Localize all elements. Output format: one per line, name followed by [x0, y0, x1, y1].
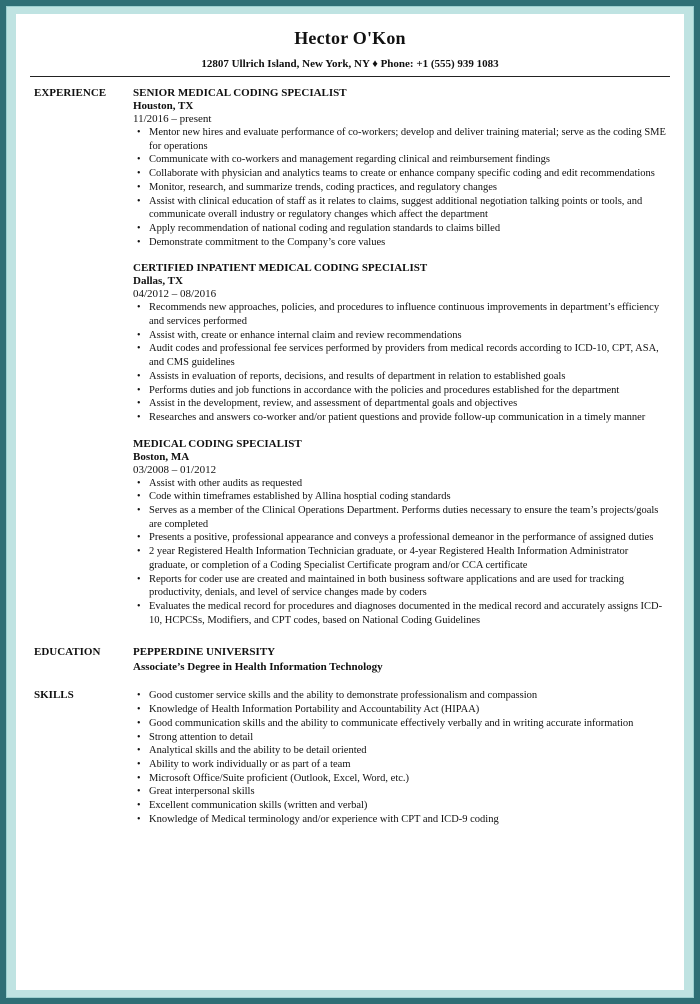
list-item: • Assist with clinical education of staff as it relates to claims, suggest additional negotiation talking points or tools, and communicate overall industry or regulatory changes which affect the department	[133, 195, 668, 222]
list-item: • Analytical skills and the ability to be detail oriented	[133, 744, 668, 758]
job-title: CERTIFIED INPATIENT MEDICAL CODING SPECIALIST	[133, 262, 428, 275]
degree-name: Associate’s Degree in Health Information Technology	[133, 661, 383, 674]
list-item: • Researches and answers co-worker and/or patient questions and provide follow-up communication in a timely manner	[133, 411, 668, 425]
list-item: • Mentor new hires and evaluate performance of co-workers; develop and deliver training material; serve as the coding SME for operations	[133, 126, 668, 153]
experience-section	[16, 87, 684, 640]
education-label: EDUCATION	[34, 646, 101, 659]
list-item: • Excellent communication skills (written and verbal)	[133, 799, 668, 813]
list-item: • Evaluates the medical record for procedures and diagnoses documented in the medical record and accurately assigns ICD-10, HCPCSs, Modifiers, and CPT codes, based on National Coding Guidelines	[133, 600, 668, 627]
list-item: • Serves as a member of the Clinical Operations Department. Performs duties necessary to ensure the team’s projects/goals are completed	[133, 504, 668, 531]
list-item: • Presents a positive, professional appearance and conveys a professional demeanor in the performance of assigned duties	[133, 531, 668, 545]
job-2	[133, 262, 668, 424]
skills-section	[16, 689, 684, 826]
list-item: • Ability to work individually or as part of a team	[133, 758, 668, 772]
list-item: • 2 year Registered Health Information Technician graduate, or 4-year Registered Health Information Administrator graduate, or completion of a Coding Specialist Certificate program and/or CCA certificate	[133, 545, 668, 572]
job-dates: 04/2012 – 08/2016	[133, 288, 217, 301]
list-item: • Assist with other audits as requested	[133, 477, 668, 491]
job-location: Houston, TX	[133, 100, 194, 112]
list-item: • Strong attention to detail	[133, 731, 668, 745]
education-body	[133, 646, 668, 674]
job-dates: 03/2008 – 01/2012	[133, 463, 217, 476]
job-1	[133, 87, 668, 249]
list-item: • Apply recommendation of national coding and regulation standards to claims billed	[133, 222, 668, 236]
list-item: • Communicate with co-workers and management regarding clinical and reimbursement findings	[133, 153, 668, 167]
list-item: • Code within timeframes established by Allina hosptial coding standards	[133, 490, 668, 504]
contact-line: 12807 Ullrich Island, New York, NY ♦ Phone: +1 (555) 939 1083	[201, 58, 499, 70]
skills-label: SKILLS	[34, 689, 74, 702]
list-item: • Good communication skills and the ability to communicate effectively verbally and in writing accurate information	[133, 717, 668, 731]
list-item: • Reports for coder use are created and maintained in both business software applications and are used for tracking productivity, denials, and level of service changes made by coders	[133, 573, 668, 600]
list-item: • Knowledge of Health Information Portability and Accountability Act (HIPAA)	[133, 703, 668, 717]
list-item: • Great interpersonal skills	[133, 785, 668, 799]
job-bullets	[133, 126, 668, 249]
list-item: • Recommends new approaches, policies, and procedures to influence continuous improvements in department’s efficiency and services performed	[133, 301, 668, 328]
school-name: PEPPERDINE UNIVERSITY	[133, 646, 276, 659]
job-title: SENIOR MEDICAL CODING SPECIALIST	[133, 87, 347, 99]
list-item: • Monitor, research, and summarize trends, coding practices, and regulatory changes	[133, 181, 668, 195]
job-title: MEDICAL CODING SPECIALIST	[133, 437, 302, 450]
education-section	[16, 646, 684, 674]
job-dates: 11/2016 – present	[133, 113, 212, 125]
list-item: • Audit codes and professional fee services performed by providers from medical records according to ICD-10, CPT, ASA, and CMS guidelines	[133, 342, 668, 369]
skills-list	[133, 689, 668, 826]
list-item: • Assists in evaluation of reports, decisions, and results of department in relation to established goals	[133, 370, 668, 384]
list-item: • Assist in the development, review, and assessment of departmental goals and objectives	[133, 397, 668, 411]
header-divider	[30, 76, 670, 77]
job-3	[133, 438, 668, 628]
job-location: Boston, MA	[133, 450, 190, 463]
job-location: Dallas, TX	[133, 275, 183, 288]
list-item: • Microsoft Office/Suite proficient (Outlook, Excel, Word, etc.)	[133, 772, 668, 786]
list-item: • Demonstrate commitment to the Company’s core values	[133, 236, 668, 250]
job-bullets	[133, 477, 668, 628]
list-item: • Good customer service skills and the ability to demonstrate professionalism and compassion	[133, 689, 668, 703]
list-item: • Assist with, create or enhance internal claim and review recommendations	[133, 329, 668, 343]
resume-page	[16, 14, 684, 990]
job-bullets	[133, 301, 668, 424]
candidate-name: Hector O'Kon	[294, 28, 406, 48]
list-item: • Performs duties and job functions in accordance with the policies and procedures established for the department	[133, 384, 668, 398]
list-item: • Knowledge of Medical terminology and/or experience with CPT and ICD-9 coding	[133, 813, 668, 827]
list-item: • Collaborate with physician and analytics teams to create or enhance company specific coding and edit recommendations	[133, 167, 668, 181]
skills-body	[133, 689, 668, 826]
experience-body	[133, 87, 668, 640]
experience-label: EXPERIENCE	[34, 87, 107, 99]
resume-header	[16, 14, 684, 70]
